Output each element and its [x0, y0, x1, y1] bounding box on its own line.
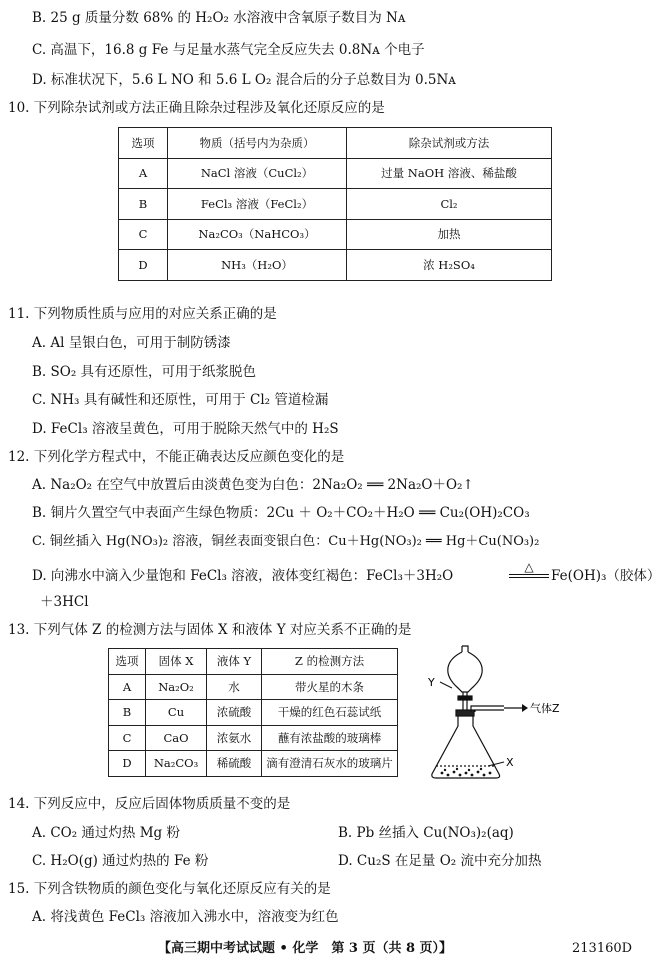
table-row: [109, 700, 398, 726]
solid-x-granules: [441, 768, 492, 777]
table-cell: NH₃（H₂O）: [168, 250, 347, 281]
q10-table: [118, 127, 552, 281]
q15-option-a: A. 将浅黄色 FeCl₃ 溶液加入沸水中，溶液变为红色: [32, 909, 339, 925]
q11-stem: 11. 下列物质性质与应用的对应关系正确的是: [8, 306, 277, 322]
q11-option-b: B. SO₂ 具有还原性，可用于纸浆脱色: [32, 364, 257, 380]
table-cell: 干燥的红色石蕊试纸: [262, 700, 398, 726]
table-cell: A: [109, 674, 146, 700]
table-header-cell: 除杂试剂或方法: [347, 128, 552, 159]
table-row: [109, 751, 398, 777]
table-cell: C: [109, 725, 146, 751]
table-row: [109, 725, 398, 751]
conical-flask: [432, 716, 500, 778]
q12-option-d-part1: D. 向沸水中滴入少量饱和 FeCl₃ 溶液，液体变红褐色：FeCl₃＋3H₂O: [32, 568, 454, 584]
table-header-cell: 固体 X: [146, 649, 207, 675]
table-row: [119, 250, 552, 281]
q14-option-b: B. Pb 丝插入 Cu(NO₃)₂(aq): [338, 825, 514, 841]
table-cell: Cl₂: [347, 189, 552, 220]
table-cell: Cu: [146, 700, 207, 726]
label-x-leader: [488, 762, 504, 766]
q9-option-c: C. 高温下，16.8 g Fe 与足量水蒸气完全反应失去 0.8Nᴀ 个电子: [32, 42, 425, 58]
table-cell: 蘸有浓盐酸的玻璃棒: [262, 725, 398, 751]
table-cell: 过量 NaOH 溶液、稀盐酸: [347, 158, 552, 189]
table-cell: D: [109, 751, 146, 777]
table-cell: 滴有澄清石灰水的玻璃片: [262, 751, 398, 777]
table-row: [119, 158, 552, 189]
table-cell: 浓 H₂SO₄: [347, 250, 552, 281]
q15-stem: 15. 下列含铁物质的颜色变化与氧化还原反应有关的是: [8, 881, 331, 897]
table-cell: Na₂CO₃（NaHCO₃）: [168, 219, 347, 250]
q12-option-b: B. 铜片久置空气中表面产生绿色物质：2Cu ＋ O₂＋CO₂＋H₂O ══ Cu₂(OH)₂CO₃: [32, 505, 530, 521]
q9-option-b: B. 25 g 质量分数 68% 的 H₂O₂ 水溶液中含氧原子数目为 Nᴀ: [32, 10, 406, 26]
q11-option-d: D. FeCl₃ 溶液呈黄色，可用于脱除天然气中的 H₂S: [32, 421, 339, 437]
table-cell: 浓硫酸: [207, 700, 262, 726]
page-footer-code: 213160D: [572, 941, 633, 956]
q11-option-a: A. Al 呈银白色，可用于制防锈漆: [32, 335, 231, 351]
gas-outlet-arrow-icon: [504, 704, 528, 712]
table-header-cell: 物质（括号内为杂质）: [168, 128, 347, 159]
table-cell: C: [119, 219, 168, 250]
table-header-row: [109, 649, 398, 675]
q12-option-d-part2: Fe(OH)₃（胶体）: [551, 568, 660, 584]
q12-option-c: C. 铜丝插入 Hg(NO₃)₂ 溶液，铜丝表面变银白色：Cu＋Hg(NO₃)₂ ══ Hg＋Cu(NO₃)₂: [32, 534, 540, 549]
q13-stem: 13. 下列气体 Z 的检测方法与固体 X 和液体 Y 对应关系不正确的是: [8, 622, 412, 638]
q11-option-c: C. NH₃ 具有碱性和还原性，可用于 Cl₂ 管道检漏: [32, 392, 329, 408]
table-header-cell: Z 的检测方法: [262, 649, 398, 675]
table-header-row: [119, 128, 552, 159]
label-y-leader: [440, 682, 452, 688]
page-footer-title: 【高三期中考试试题 • 化学 第 3 页（共 8 页）】: [158, 941, 453, 956]
q9-option-d: D. 标准状况下，5.6 L NO 和 5.6 L O₂ 混合后的分子总数目为 0.5Nᴀ: [32, 72, 456, 88]
label-y: Y: [428, 676, 435, 689]
q14-option-a: A. CO₂ 通过灼热 Mg 粉: [32, 825, 180, 841]
q12-option-a: A. Na₂O₂ 在空气中放置后由淡黄色变为白色：2Na₂O₂ ══ 2Na₂O＋O₂↑: [32, 477, 474, 493]
label-gas-z: 气体Z: [530, 702, 560, 715]
table-cell: 稀硫酸: [207, 751, 262, 777]
q13-table: [108, 648, 398, 777]
q12-option-d-part3: ＋3HCl: [40, 594, 89, 610]
q14-option-c: C. H₂O(g) 通过灼热的 Fe 粉: [32, 853, 209, 869]
table-header-cell: 选项: [109, 649, 146, 675]
table-cell: A: [119, 158, 168, 189]
table-cell: NaCl 溶液（CuCl₂）: [168, 158, 347, 189]
q10-stem: 10. 下列除杂试剂或方法正确且除杂过程涉及氧化还原反应的是: [8, 100, 385, 116]
q14-option-d: D. Cu₂S 在足量 O₂ 流中充分加热: [338, 853, 542, 869]
heat-condition-icon: △: [509, 562, 549, 578]
table-cell: 带火星的木条: [262, 674, 398, 700]
label-x: X: [506, 756, 514, 769]
table-header-cell: 选项: [119, 128, 168, 159]
separatory-funnel: [448, 646, 482, 710]
table-cell: B: [109, 700, 146, 726]
table-header-cell: 液体 Y: [207, 649, 262, 675]
table-cell: Na₂O₂: [146, 674, 207, 700]
table-cell: 水: [207, 674, 262, 700]
q12-stem: 12. 下列化学方程式中，不能正确表达反应颜色变化的是: [8, 449, 345, 465]
table-row: [109, 674, 398, 700]
table-cell: Na₂CO₃: [146, 751, 207, 777]
table-cell: D: [119, 250, 168, 281]
gas-generation-apparatus: [418, 640, 568, 790]
q14-stem: 14. 下列反应中，反应后固体物质质量不变的是: [8, 796, 291, 812]
table-cell: FeCl₃ 溶液（FeCl₂）: [168, 189, 347, 220]
table-cell: CaO: [146, 725, 207, 751]
table-row: [119, 219, 552, 250]
table-cell: 浓氨水: [207, 725, 262, 751]
table-cell: B: [119, 189, 168, 220]
table-row: [119, 189, 552, 220]
table-cell: 加热: [347, 219, 552, 250]
